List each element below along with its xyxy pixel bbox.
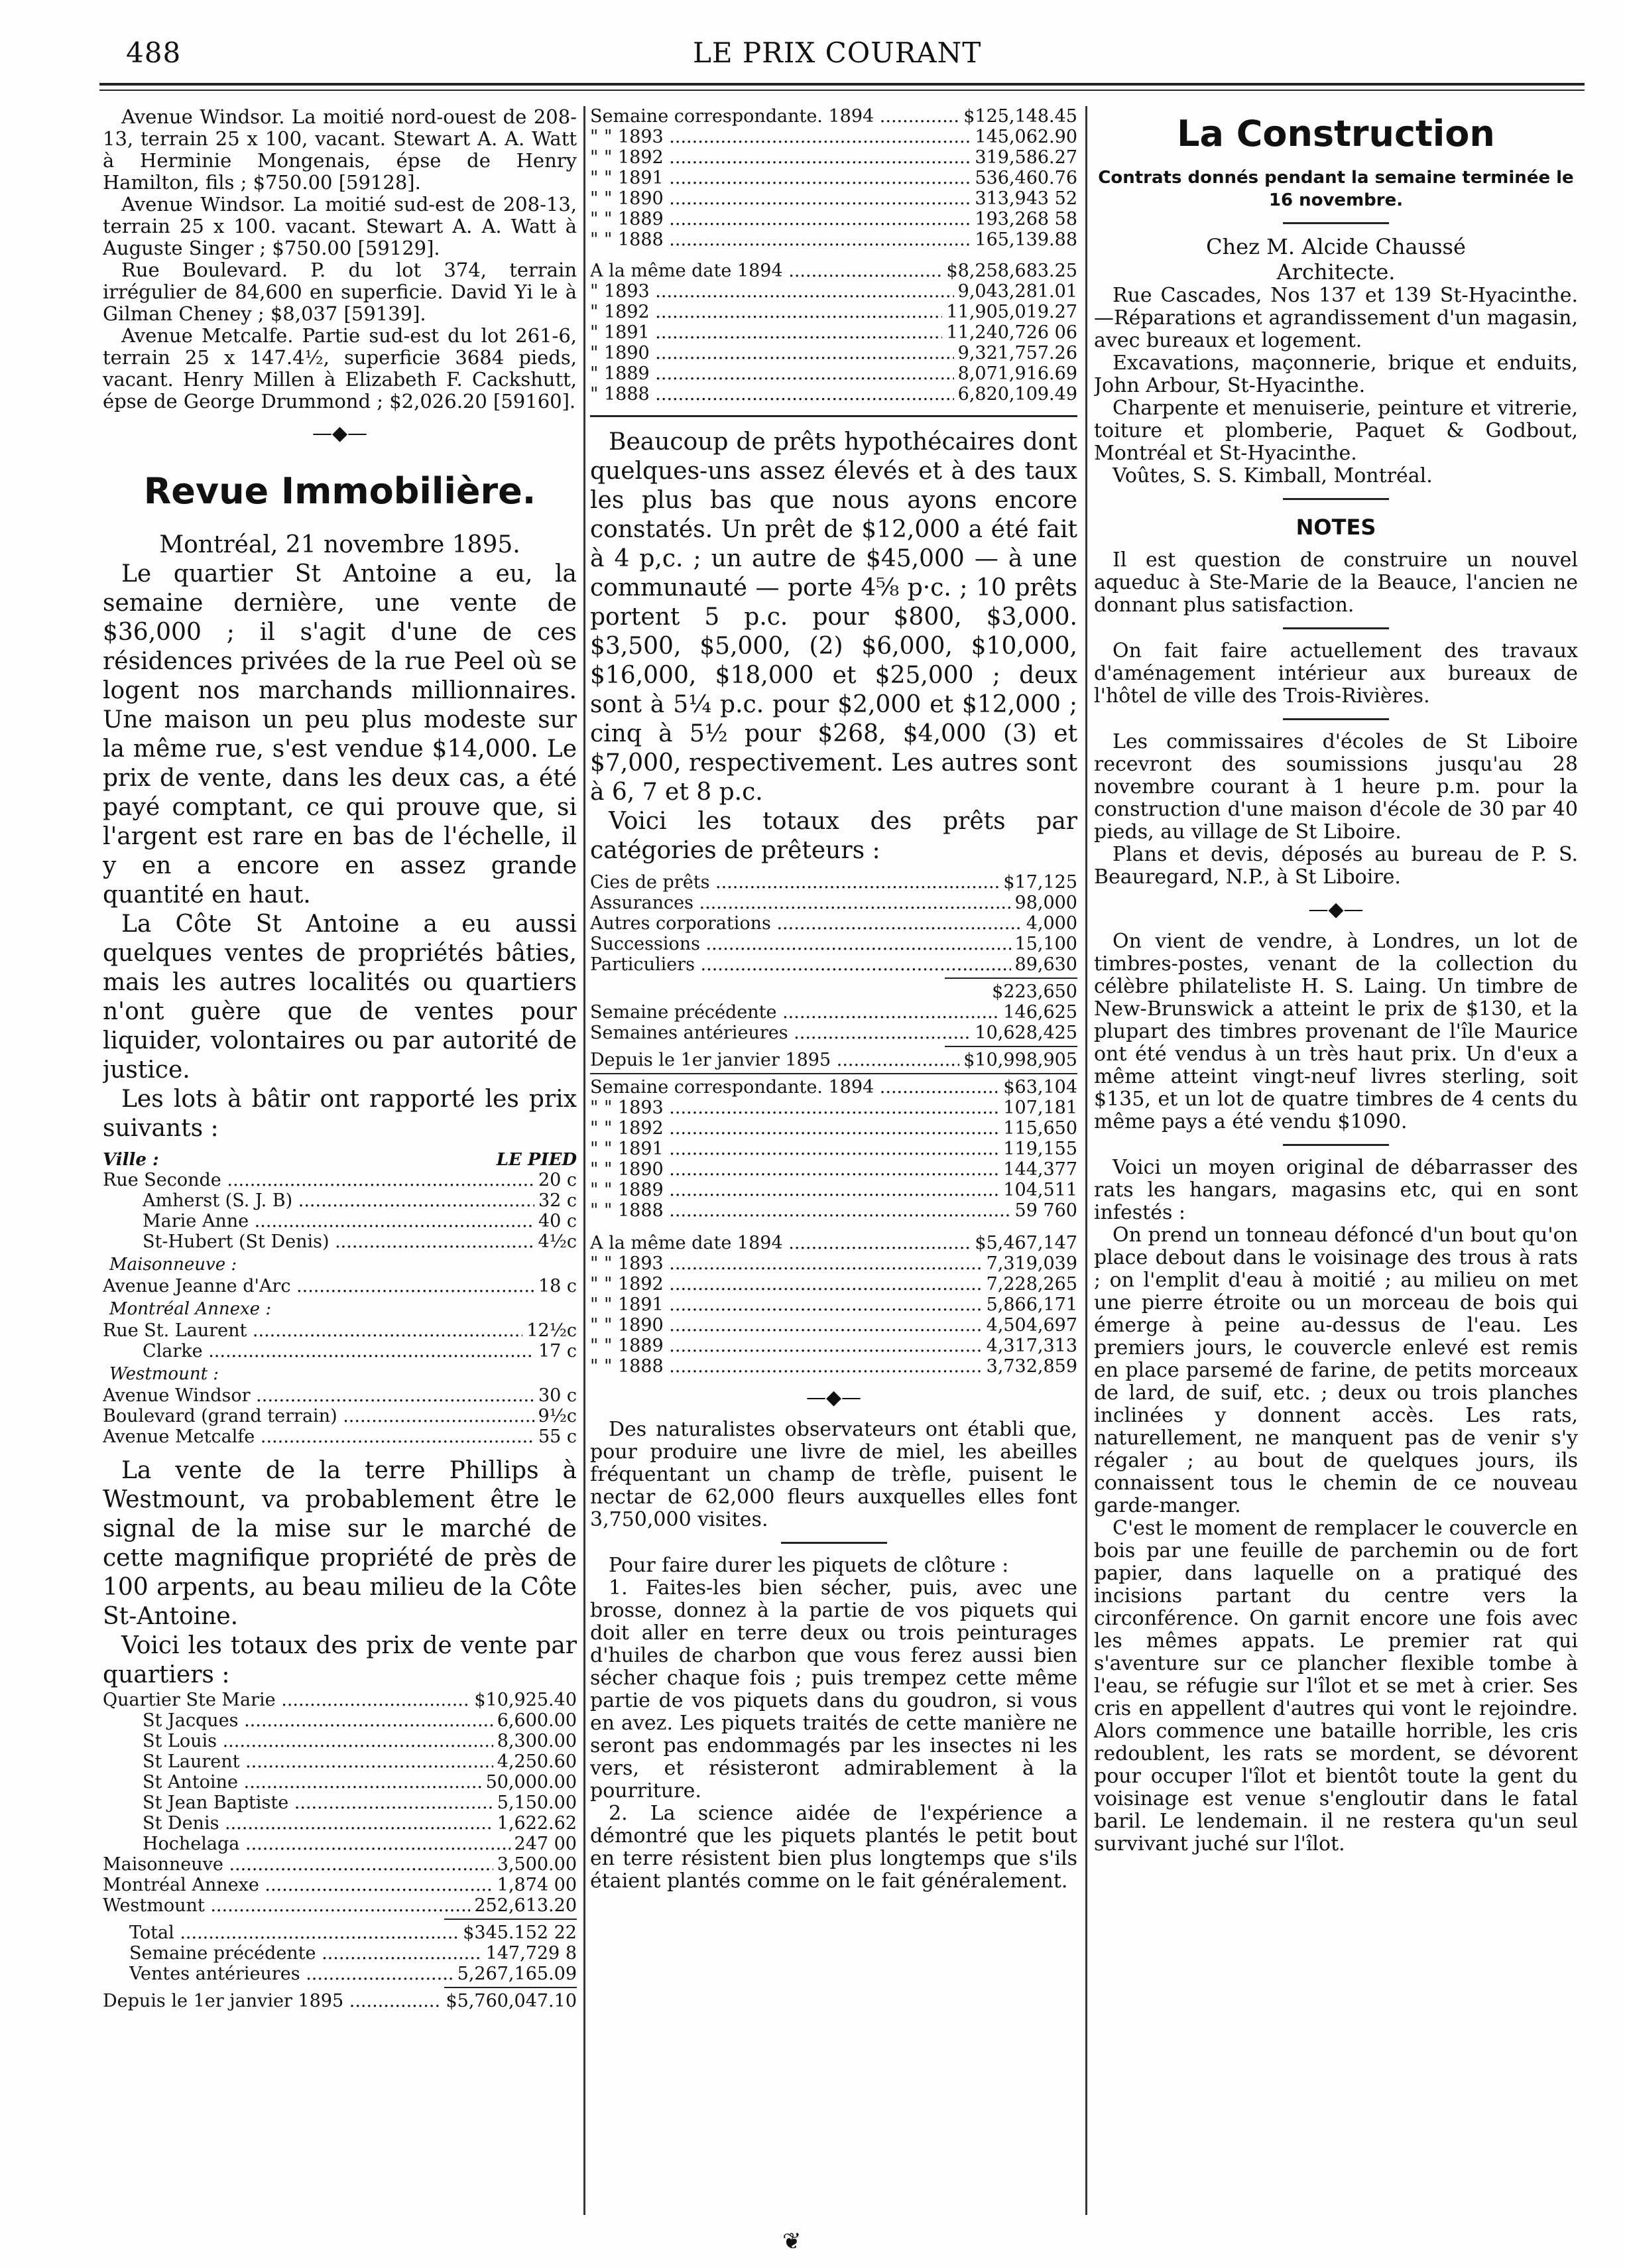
rats-para: Voici un moyen original de débarrasser des rats les hangars, magasins etc, qui en sont infestés : [1094, 1156, 1578, 1224]
table-row [129, 1964, 577, 1984]
row-value: 32 c [538, 1190, 577, 1211]
row-label: " " 1890 ..... [590, 188, 971, 209]
table-row [590, 954, 1077, 975]
table-row [103, 1772, 577, 1793]
footer-ornament-icon: ❦ [782, 2228, 802, 2255]
row-label: " " 1893 ..... [590, 1098, 999, 1118]
table-row [103, 1426, 577, 1447]
row-label: " " 1888 ..... [590, 1356, 983, 1377]
row-value: 6,820,109.49 [957, 384, 1077, 405]
row-label: Rue Seconde ..... [103, 1170, 534, 1190]
lots-table-header [103, 1150, 577, 1170]
lenders-since-row [590, 1050, 1077, 1070]
row-value: 18 c [538, 1276, 577, 1296]
column-3 [1094, 106, 1578, 2222]
lots-header-right: LE PIED [496, 1150, 577, 1170]
table-row [103, 1341, 577, 1361]
row-value: 8,071,916.69 [957, 363, 1077, 384]
table-row [103, 1231, 577, 1252]
row-label: " " 1893 ..... [590, 127, 971, 147]
table-row [103, 1731, 577, 1751]
rats-para: C'est le moment de remplacer le couvercle en bois par une feuille de parchemin ou de fort papier, dans laquelle on a pratiqué des incisions partant du centre vers la circonférence. On garnit encore une fois avec les mêmes appats. Le premier rat qui s'aventure sur ce plancher flexible tombe à l'eau, se réfugie sur l'îlot et se met à crier. Ses cris en appellent d'autres qui vont le rejoindre. Alors commence une bataille horrible, les cris redoublent, les rats se mordent, se dévorent pour occuper l'îlot et bientôt toute la gent du voisinage est venue s'engloutir dans le fatal baril. Le lendemain. il ne restera qu'un seul survivant juché sur l'îlot. [1094, 1517, 1578, 1856]
week-table-2 [590, 1077, 1077, 1221]
row-label: " " 1891 ..... [590, 1294, 983, 1315]
intro-para: Avenue Windsor. La moitié nord-ouest de 208-13, terrain 25 x 100, vacant. Stewart A. A. Watt à Herminie Mongenais, épse de Henry Hamilton, fils ; $750.00 [59128]. [103, 106, 577, 194]
table-row [590, 384, 1077, 405]
table-row [590, 106, 1077, 127]
quartiers-table [103, 1690, 577, 1916]
construction-heading: La Construction [1177, 113, 1495, 155]
lenders-prev-table [590, 1002, 1077, 1043]
table-row [590, 322, 1077, 343]
table-row [103, 1854, 577, 1875]
stamps-para: On vient de vendre, à Londres, un lot de timbres-postes, venant de la collection du célèbre philateliste H. S. Laing. Un timbre de New-Brunswick a atteint le prix de $130, et la plupart des timbres provenant de l'île Maurice ont été vendus à un très haut prix. Un d'eux a même atteint vingt-neuf livres sterling, soit $135, et un lot de quatre timbres de 4 cents du même pays a été vendu $1090. [1094, 930, 1578, 1133]
row-label: " 1892 ..... [590, 302, 942, 322]
row-label: Particuliers ..... [590, 954, 1011, 975]
dateline: Montréal, 21 novembre 1895. [159, 531, 520, 558]
row-value: 146,625 [1003, 1002, 1077, 1023]
row-value: $10,925.40 [474, 1690, 577, 1710]
row-label: Cies de prêts ..... [590, 872, 999, 893]
table-row [590, 1098, 1077, 1118]
body-para: Beaucoup de prêts hypothécaires dont quelques-uns assez élevés et à des taux les plus bas que nous ayons encore constatés. Un prêt de $12,000 a été fait à 4 p,c. ; un autre de $45,000 — à une communauté — porte 4⅝ p·c. ; 10 prêts portent 5 p.c. pour $800, $3,000. $3,500, $5,000, (2) $6,000, $10,000, $16,000, $18,000 et $25,000 ; deux sont à 5¼ p.c. pour $2,000 et $12,000 ; cinq à 5½ pour $268, $4,000 (3) et $7,000, respectivement. Les autres sont à 6, 7 et 8 p.c. [590, 428, 1077, 806]
construction-para: Voûtes, S. S. Kimball, Montréal. [1113, 464, 1433, 487]
divider [1283, 627, 1389, 629]
row-label: " " 1893 ..... [590, 1253, 983, 1274]
table-row [590, 1159, 1077, 1180]
row-label: " " 1888 ..... [590, 229, 971, 250]
divider [1283, 498, 1389, 500]
row-label: " 1891 ..... [590, 322, 942, 343]
lenders-total-row [590, 981, 1077, 1002]
since-row [103, 1991, 577, 2011]
table-row [129, 1943, 577, 1964]
row-label: " " 1889 ..... [590, 209, 971, 229]
row-value: 59 760 [1014, 1200, 1077, 1221]
row-value: 145,062.90 [975, 127, 1077, 147]
row-value: 147,729 8 [485, 1943, 577, 1964]
table-row [103, 1690, 577, 1710]
construction-subhead: Contrats donnés pendant la semaine terminée le 16 novembre. [1098, 168, 1574, 210]
table-row [590, 1023, 1077, 1043]
row-value: 5,150.00 [497, 1793, 577, 1813]
section-heading: Revue Immobilière. [143, 470, 536, 512]
row-value: 107,181 [1003, 1098, 1077, 1118]
row-value: 252,613.20 [474, 1895, 577, 1916]
row-label: Clarke ..... [143, 1341, 534, 1361]
row-label: Marie Anne ..... [143, 1211, 534, 1231]
page-number: 488 [126, 36, 182, 69]
row-label: St Jacques ..... [143, 1710, 493, 1731]
row-value: $17,125 [1003, 872, 1077, 893]
lots-group-label: Maisonneuve : [109, 1255, 237, 1275]
row-value: 4,250.60 [497, 1751, 577, 1772]
row-value: 104,511 [1003, 1180, 1077, 1200]
table-row [590, 1336, 1077, 1356]
page-title: LE PRIX COURANT [693, 36, 982, 69]
table-row [590, 302, 1077, 322]
table-row [103, 1813, 577, 1834]
row-value: 17 c [538, 1341, 577, 1361]
row-value: 9½c [538, 1406, 577, 1426]
row-label: Rue St. Laurent ..... [103, 1320, 522, 1341]
table-row [590, 893, 1077, 913]
construction-para: Excavations, maçonnerie, brique et enduits, John Arbour, St-Hyacinthe. [1094, 351, 1578, 397]
table-row [590, 872, 1077, 893]
row-value: 536,460.76 [975, 168, 1077, 188]
row-label: St Louis ..... [143, 1731, 493, 1751]
body-para: Voici les totaux des prêts par catégories de prêteurs : [590, 808, 1077, 864]
table-row [103, 1793, 577, 1813]
row-value: 4,317,313 [986, 1336, 1077, 1356]
table-row [103, 1751, 577, 1772]
body-para: Les lots à bâtir ont rapporté les prix suivants : [103, 1086, 577, 1142]
row-value: 4,000 [1026, 913, 1077, 934]
row-label: " 1893 ..... [590, 281, 954, 302]
rats-para: On prend un tonneau défoncé d'un bout qu'on place debout dans le voisinage des trous à rats ; on l'emplit d'eau à moitié ; au milieu on met une pierre étroite ou un morceau de bois qui émerge à peine au-dessus de l'eau. Les premiers jours, le couvercle enlevé est remis en place parsemé de farine, de petits morceaux de lard, de suif, etc. ; deux ou trois planches inclinées y donnent accès. Les rats, naturellement, ne manquent pas de venir s'y régaler ; au bout de quelques jours, ils connaissent tous le chemin de ce nouveau garde-manger. [1094, 1224, 1578, 1517]
sum-rule [945, 977, 1077, 979]
row-label: Montréal Annexe ..... [103, 1875, 493, 1895]
row-value: 20 c [538, 1170, 577, 1190]
since-value: $5,760,047.10 [446, 1991, 577, 2011]
row-value: 144,377 [1003, 1159, 1077, 1180]
lenders-total: $223,650 [992, 981, 1077, 1002]
row-value: 5,866,171 [986, 1294, 1077, 1315]
table-row [590, 1180, 1077, 1200]
divider [1283, 718, 1389, 720]
table-row [103, 1385, 577, 1406]
table-row [590, 1118, 1077, 1139]
row-label: " " 1890 ..... [590, 1159, 999, 1180]
row-value: 9,043,281.01 [957, 281, 1077, 302]
divider [1283, 222, 1389, 224]
table-row [129, 1922, 577, 1943]
table-row [590, 1274, 1077, 1294]
row-value: $63,104 [1003, 1077, 1077, 1098]
row-value: 11,240,726 06 [946, 322, 1077, 343]
table-row [590, 168, 1077, 188]
divider [1283, 1144, 1389, 1146]
intro-para: Avenue Windsor. La moitié sud-est de 208-13, terrain 25 x 100. vacant. Stewart A. A. Watt à Auguste Singer ; $750.00 [59129]. [103, 193, 577, 259]
lots-group-label: Montréal Annexe : [109, 1299, 272, 1319]
divider [781, 1542, 887, 1544]
row-label: Avenue Metcalfe ..... [103, 1426, 534, 1447]
table-row [103, 1211, 577, 1231]
row-label: Boulevard (grand terrain) ..... [103, 1406, 534, 1426]
table-row [590, 1315, 1077, 1336]
column-divider-1 [583, 106, 585, 2215]
row-label: " 1889 ..... [590, 363, 954, 384]
row-value: 8,300.00 [497, 1731, 577, 1751]
header-rule [99, 83, 1585, 86]
table-row [590, 1294, 1077, 1315]
row-label: " 1888 ..... [590, 384, 954, 405]
row-label: Successions ..... [590, 934, 1011, 954]
bees-para: Des naturalistes observateurs ont établi que, pour produire une livre de miel, les abeilles fréquentant un champ de trèfle, puisent le nectar de 62,000 fleurs auxquelles elles font 3,750,000 visites. [590, 1418, 1077, 1531]
lots-group-label: Westmount : [109, 1364, 219, 1384]
date-table [590, 261, 1077, 405]
sum-rule [590, 1073, 1077, 1074]
body-para: La Côte St Antoine a eu aussi quelques ventes de propriétés bâties, mais les autres localités ou quartiers n'ont guère que de ventes pour liquider, volontaires ou par autorité de justice. [103, 911, 577, 1084]
piquets-para: 2. La science aidée de l'expérience a démontré que les piquets plantés le petit bout en terre résistent bien plus longtemps que s'ils étaient plantés comme on le fait généralement. [590, 1802, 1077, 1893]
table-row [590, 363, 1077, 384]
lots-header-left: Ville : [103, 1150, 159, 1170]
table-row [590, 229, 1077, 250]
row-value: 50,000.00 [485, 1772, 577, 1793]
row-value: $345.152 22 [463, 1922, 577, 1943]
row-label: Total ..... [129, 1922, 459, 1943]
table-row [590, 1139, 1077, 1159]
lenders-since-label: Depuis le 1er janvier 1895 ..... [590, 1050, 959, 1070]
row-label: St Laurent ..... [143, 1751, 493, 1772]
architect-role: Architecte. [1276, 259, 1396, 284]
row-label: " " 1892 ..... [590, 1118, 999, 1139]
row-value: 319,586.27 [975, 147, 1077, 168]
construction-para: Charpente et menuiserie, peinture et vitrerie, toiture et plomberie, Paquet & Godbout, Montréal et St-Hyacinthe. [1094, 397, 1578, 465]
table-row [590, 1077, 1077, 1098]
table-row [590, 1233, 1077, 1253]
row-label: St Antoine ..... [143, 1772, 482, 1793]
row-label: Quartier Ste Marie ..... [103, 1690, 470, 1710]
row-label: " " 1892 ..... [590, 1274, 983, 1294]
column-divider-2 [1085, 106, 1087, 2215]
row-value: 1,874 00 [497, 1875, 577, 1895]
row-label: " " 1890 ..... [590, 1315, 983, 1336]
lenders-table [590, 872, 1077, 975]
body-para: Le quartier St Antoine a eu, la semaine dernière, une vente de $36,000 ; il s'agit d'une de ces résidences privées de la rue Peel où se logent nos marchands millionnaires. Une maison un peu plus modeste sur la même rue, s'est vendue $14,000. Le prix de vente, dans les deux cas, a été payé comptant, ce qui prouve que, si l'argent est rare en bas de l'échelle, il y en a encore en assez grande quantité en haut. [103, 560, 577, 909]
note-para: Plans et devis, déposés au bureau de P. S. Beauregard, N.P., à St Liboire. [1094, 843, 1578, 889]
ornament-divider: —◆— [806, 1386, 862, 1409]
sum-rule [945, 1046, 1077, 1047]
table-row [590, 1002, 1077, 1023]
row-label: " " 1889 ..... [590, 1336, 983, 1356]
row-label: St Denis ..... [143, 1813, 493, 1834]
construction-para: Rue Cascades, Nos 137 et 139 St-Hyacinthe.—Réparations et agrandissement d'un magasin, avec bureaux et logement. [1094, 284, 1578, 352]
header-rule-thin [99, 90, 1585, 91]
column-2 [590, 106, 1077, 2222]
row-value: 30 c [538, 1385, 577, 1406]
row-value: 165,139.88 [975, 229, 1077, 250]
row-value: 12½c [526, 1320, 577, 1341]
table-row [103, 1875, 577, 1895]
row-label: Semaine correspondante. 1894 ..... [590, 1077, 999, 1098]
row-value: 7,319,039 [986, 1253, 1077, 1274]
row-value: $125,148.45 [963, 106, 1077, 127]
row-label: Ventes antérieures ..... [129, 1964, 453, 1984]
row-value: 313,943 52 [975, 188, 1077, 209]
row-value: 115,650 [1003, 1118, 1077, 1139]
row-label: Avenue Windsor ..... [103, 1385, 534, 1406]
table-row [103, 1190, 577, 1211]
row-value: 40 c [538, 1211, 577, 1231]
row-label: " " 1888 ..... [590, 1200, 1011, 1221]
note-para: On fait faire actuellement des travaux d'aménagement intérieur aux bureaux de l'hôtel de ville des Trois-Rivières. [1094, 639, 1578, 708]
note-para: Les commissaires d'écoles de St Liboire recevront des soumissions jusqu'au 28 novembre courant à 1 heure p.m. pour la construction d'une maison d'école de 30 par 40 pieds, au village de St Liboire. [1094, 730, 1578, 844]
row-label: Hochelaga ..... [143, 1834, 511, 1854]
week-table [590, 106, 1077, 250]
table-row [590, 281, 1077, 302]
totals-table [103, 1922, 577, 1984]
row-label: Semaine précédente ..... [590, 1002, 999, 1023]
ornament-divider: —◆— [1308, 898, 1364, 921]
piquets-para: Pour faire durer les piquets de clôture : [609, 1554, 1009, 1577]
row-value: 7,228,265 [986, 1274, 1077, 1294]
row-value: 1,622.62 [497, 1813, 577, 1834]
row-label: St Jean Baptiste ..... [143, 1793, 493, 1813]
row-label: St-Hubert (St Denis) ..... [143, 1231, 534, 1252]
architect-name: Chez M. Alcide Chaussé [1206, 234, 1466, 259]
note-para: Il est question de construire un nouvel aqueduc à Ste-Marie de la Beauce, l'ancien ne donnant plus satisfaction. [1094, 548, 1578, 617]
row-label: Assurances ..... [590, 893, 1011, 913]
row-value: 55 c [538, 1426, 577, 1447]
row-label: Westmount ..... [103, 1895, 470, 1916]
row-value: 3,732,859 [986, 1356, 1077, 1377]
since-label: Depuis le 1er janvier 1895 ..... [103, 1991, 442, 2011]
table-row [590, 934, 1077, 954]
row-label: Maisonneuve ..... [103, 1854, 493, 1875]
row-label: " " 1889 ..... [590, 1180, 999, 1200]
row-value: $8,258,683.25 [946, 261, 1077, 281]
row-value: 119,155 [1003, 1139, 1077, 1159]
intro-para: Rue Boulevard. P. du lot 374, terrain irrégulier de 84,600 en superficie. David Yi le à Gilman Cheney ; $8,037 [59139]. [103, 259, 577, 325]
table-row [103, 1406, 577, 1426]
table-row [590, 913, 1077, 934]
row-label: Avenue Jeanne d'Arc ..... [103, 1276, 534, 1296]
row-label: Amherst (S. J. B) ..... [143, 1190, 534, 1211]
row-label: " " 1891 ..... [590, 1139, 999, 1159]
row-value: 15,100 [1014, 934, 1077, 954]
table-row [590, 147, 1077, 168]
row-value: 6,600.00 [497, 1710, 577, 1731]
table-row [103, 1895, 577, 1916]
row-label: Semaine correspondante. 1894 ..... [590, 106, 959, 127]
table-row [590, 261, 1077, 281]
table-row [590, 1356, 1077, 1377]
sum-rule [444, 1919, 577, 1920]
ornament-divider: —◆— [312, 422, 368, 445]
row-label: Semaine précédente ..... [129, 1943, 482, 1964]
piquets-para: 1. Faites-les bien sécher, puis, avec une brosse, donnez à la partie de vos piquets qui doit aller en terre deux ou trois peinturages d'huiles de charbon que vous ferez aussi bien sécher chaque fois ; puis trempez cette même partie de vos piquets dans du goudron, si vous en avez. Les piquets traités de cette manière ne seront pas endommagés par les insectes ni les vers, et résisteront admirablement à la pourriture. [590, 1576, 1077, 1802]
row-value: 4,504,697 [986, 1315, 1077, 1336]
row-value: 98,000 [1014, 893, 1077, 913]
column-1 [103, 106, 577, 2222]
row-value: 9,321,757.26 [957, 343, 1077, 363]
row-value: $5,467,147 [975, 1233, 1077, 1253]
table-row [590, 1200, 1077, 1221]
divider [590, 415, 1077, 417]
table-row [103, 1170, 577, 1190]
row-value: 193,268 58 [975, 209, 1077, 229]
table-row [590, 188, 1077, 209]
table-row [103, 1276, 577, 1296]
table-row [590, 343, 1077, 363]
row-value: 4½c [538, 1231, 577, 1252]
row-label: Autres corporations ..... [590, 913, 1022, 934]
table-row [590, 127, 1077, 147]
sum-rule [444, 1987, 577, 1988]
body-para: La vente de la terre Phillips à Westmount, va probablement être le signal de la mise sur le marché de cette magnifique propriété de près de 100 arpents, au beau milieu de la Côte St-Antoine. [103, 1457, 577, 1630]
intro-para: Avenue Metcalfe. Partie sud-est du lot 261-6, terrain 25 x 147.4½, superficie 3684 pieds, vacant. Henry Millen à Elizabeth F. Cackshutt, épse de George Drummond ; $2,026.20 [59160]. [103, 324, 577, 412]
row-label: " " 1891 ..... [590, 168, 971, 188]
row-label: " 1890 ..... [590, 343, 954, 363]
row-value: 3,500.00 [497, 1854, 577, 1875]
lots-table [103, 1170, 577, 1447]
table-row [590, 1253, 1077, 1274]
lenders-since-value: $10,998,905 [963, 1050, 1077, 1070]
row-label: " " 1892 ..... [590, 147, 971, 168]
row-value: 10,628,425 [975, 1023, 1077, 1043]
row-label: A la même date 1894 ..... [590, 261, 942, 281]
table-row [103, 1710, 577, 1731]
row-value: 247 00 [514, 1834, 577, 1854]
row-label: A la même date 1894 ..... [590, 1233, 971, 1253]
row-value: 89,630 [1014, 954, 1077, 975]
table-row [590, 209, 1077, 229]
row-value: 5,267,165.09 [457, 1964, 577, 1984]
row-label: Semaines antérieures ..... [590, 1023, 971, 1043]
date-table-2 [590, 1233, 1077, 1377]
body-para: Voici les totaux des prix de vente par quartiers : [103, 1632, 577, 1688]
row-value: 11,905,019.27 [946, 302, 1077, 322]
table-row [103, 1320, 577, 1341]
table-row [103, 1834, 577, 1854]
notes-heading: NOTES [1295, 515, 1376, 540]
